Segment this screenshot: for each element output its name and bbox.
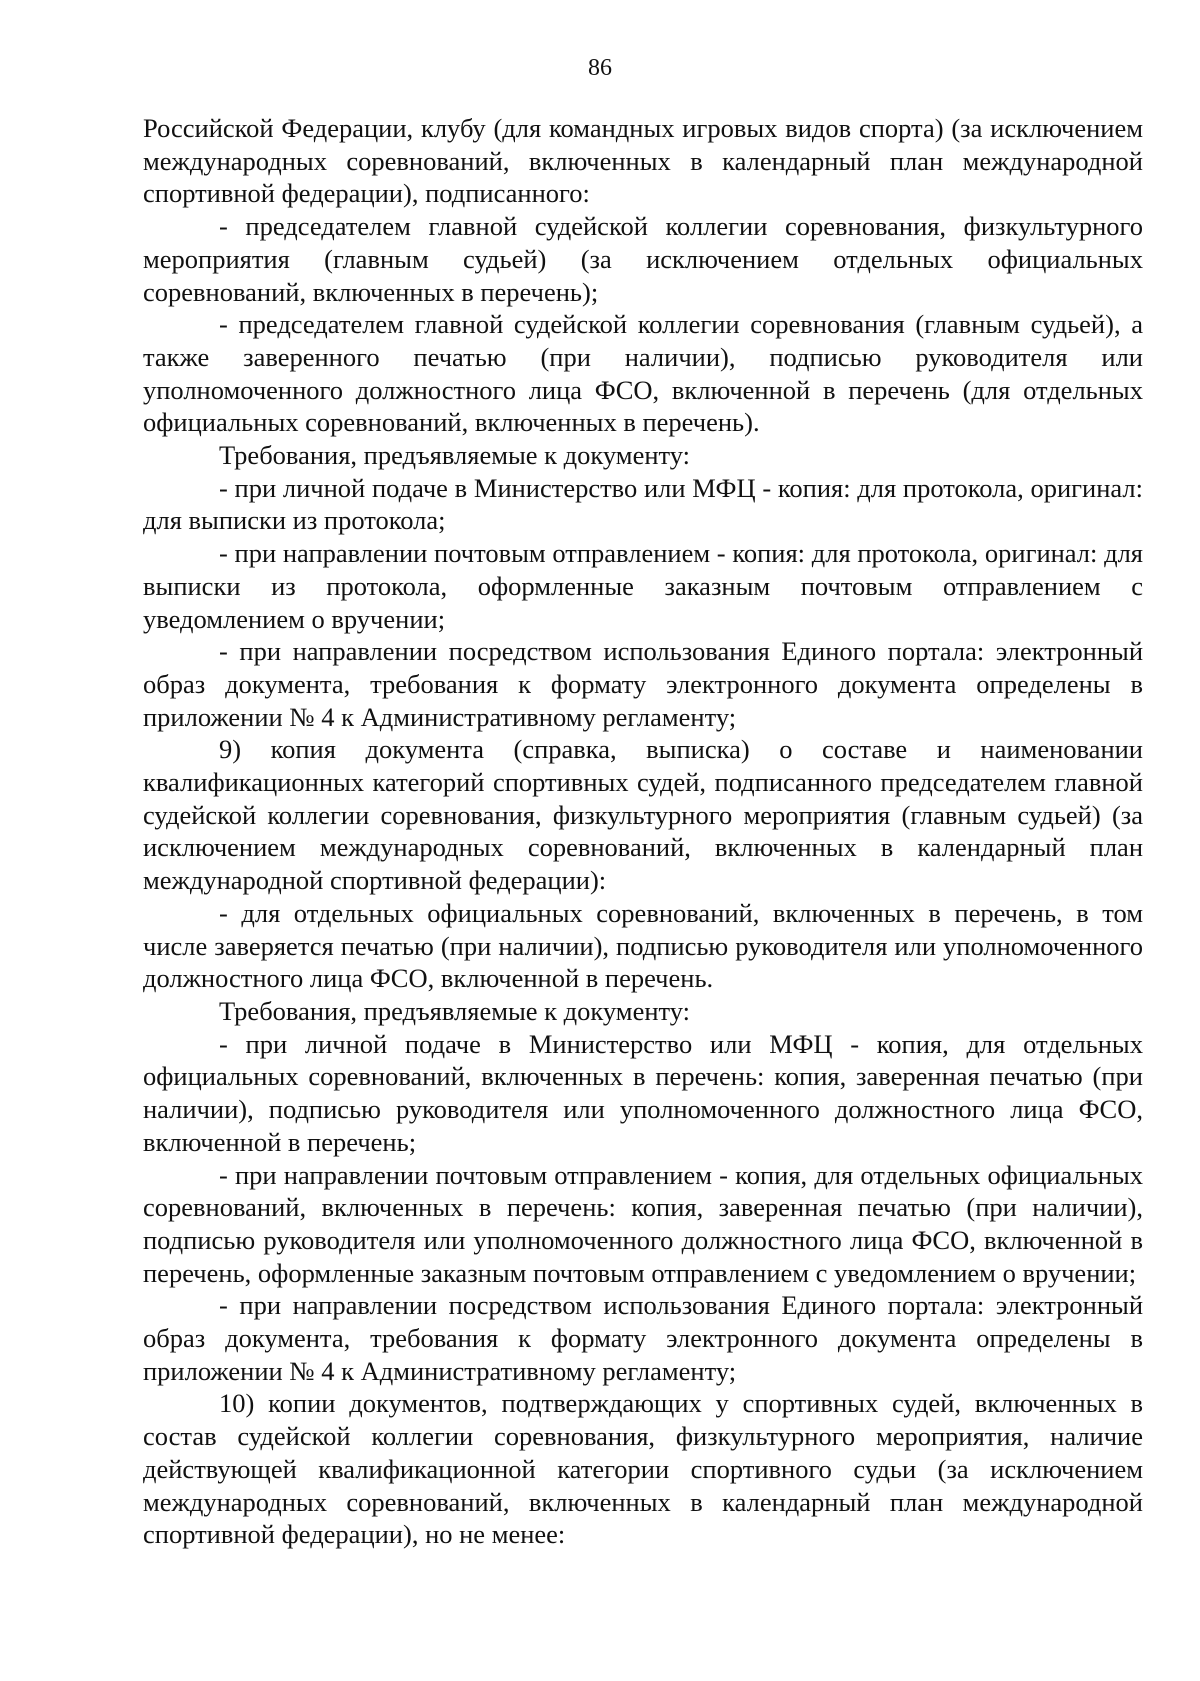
document-body <box>143 112 1143 1551</box>
paragraph: 9) копия документа (справка, выписка) о составе и наименовании квалификационных категорий спортивных судей, подписанного председателем главной судейской коллегии соревнования, физкультурного мероприятия (главным судьей) (за исключением международных соревнований, включенных в календарный план международной спортивной федерации): <box>143 734 1143 896</box>
paragraph: - для отдельных официальных соревнований, включенных в перечень, в том числе заверяется печатью (при наличии), подписью руководителя или уполномоченного должностного лица ФСО, включенной в перечень. <box>143 897 1143 994</box>
paragraph: - председателем главной судейской коллегии соревнования (главным судьей), а также заверенного печатью (при наличии), подписью руководителя или уполномоченного должностного лица ФСО, включенной в перечень (для отдельных официальных соревнований, включенных в перечень). <box>143 309 1143 438</box>
paragraph: - при направлении посредством использования Единого портала: электронный образ документа, требования к формату электронного документа определены в приложении № 4 к Административному регламенту; <box>143 1290 1143 1386</box>
paragraph: Требования, предъявляемые к документу: <box>219 440 691 471</box>
paragraph: - при направлении посредством использования Единого портала: электронный образ документа, требования к формату электронного документа определены в приложении № 4 к Административному регламенту; <box>143 636 1143 732</box>
paragraph: Российской Федерации, клубу (для командных игровых видов спорта) (за исключением международных соревнований, включенных в календарный план международной спортивной федерации), подписанного: <box>143 113 1143 209</box>
paragraph: - при личной подаче в Министерство или МФЦ - копия, для отдельных официальных соревнований, включенных в перечень: копия, заверенная печатью (при наличии), подписью руководителя или уполномоченного должностного лица ФСО, включенной в перечень; <box>143 1028 1143 1157</box>
paragraph: - председателем главной судейской коллегии соревнования, физкультурного мероприятия (главным судьей) (за исключением отдельных официальных соревнований, включенных в перечень); <box>143 211 1143 307</box>
paragraph: 10) копии документов, подтверждающих у спортивных судей, включенных в состав судейской коллегии соревнования, физкультурного мероприятия, наличие действующей квалификационной категории спортивного судьи (за исключением международных соревнований, включенных в календарный план международной спортивной федерации), но не менее: <box>143 1388 1143 1550</box>
paragraph: Требования, предъявляемые к документу: <box>219 995 691 1026</box>
page-number: 86 <box>588 55 612 81</box>
paragraph: - при личной подаче в Министерство или МФЦ - копия: для протокола, оригинал: для выписки из протокола; <box>143 472 1143 536</box>
paragraph: - при направлении почтовым отправлением - копия: для протокола, оригинал: для выписки из протокола, оформленные заказным почтовым отправлением с уведомлением о вручении; <box>143 538 1143 634</box>
paragraph: - при направлении почтовым отправлением - копия, для отдельных официальных соревнований, включенных в перечень: копия, заверенная печатью (при наличии), подписью руководителя или уполномоченного должностного лица ФСО, включенной в перечень, оформленные заказным почтовым отправлением с уведомлением о вручении; <box>143 1159 1143 1288</box>
